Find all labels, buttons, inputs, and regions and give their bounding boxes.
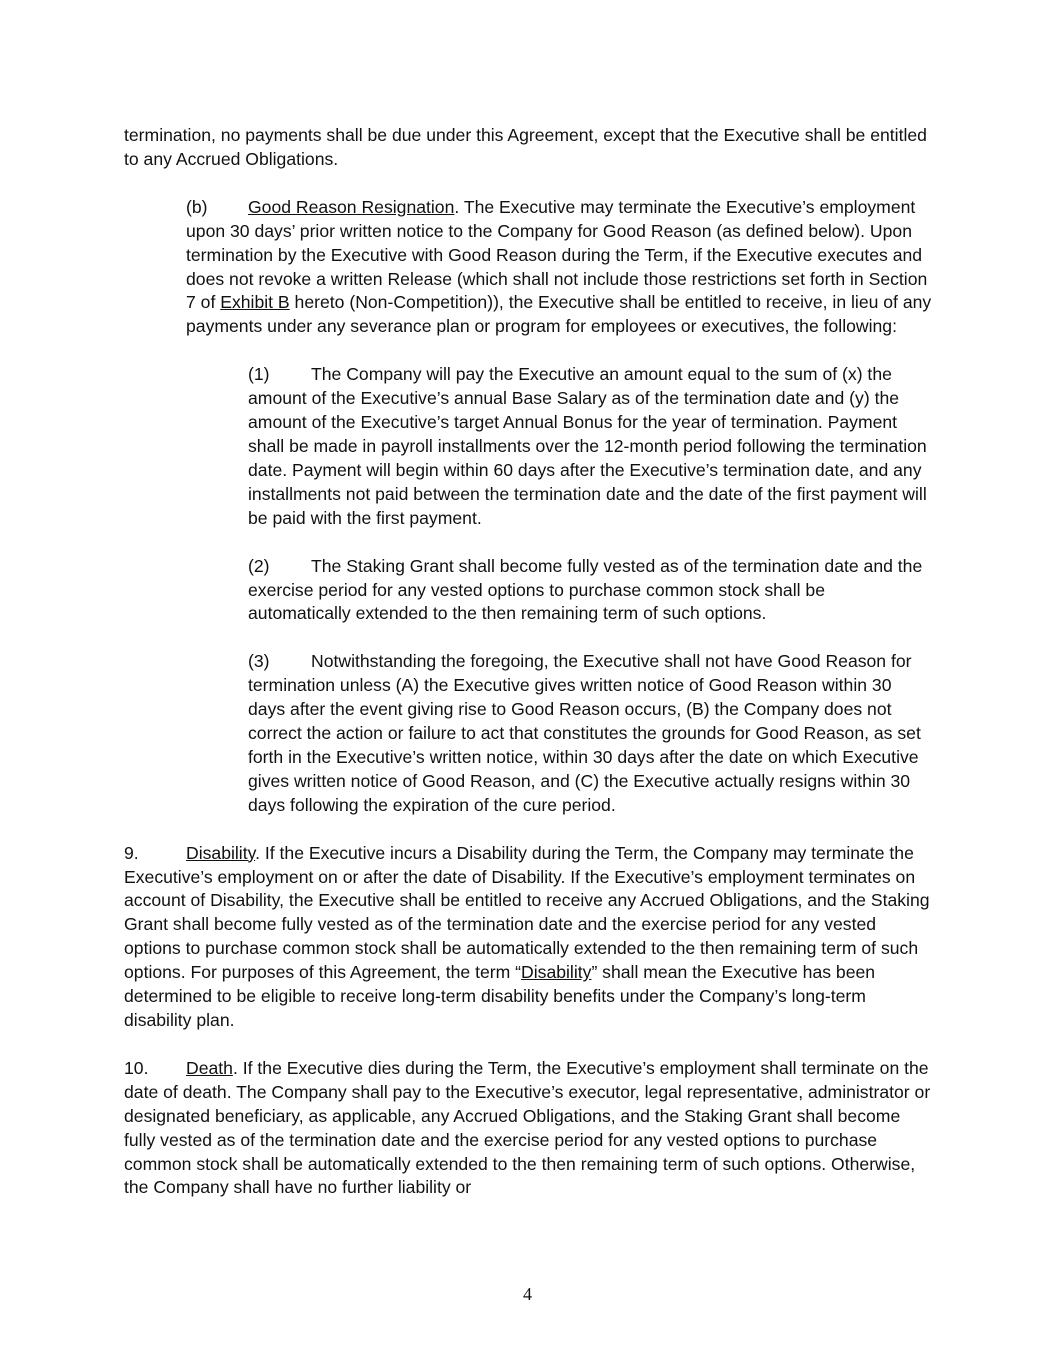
document-page [124, 124, 932, 1200]
section-b1-paragraph [124, 363, 932, 530]
section-10-paragraph [124, 1057, 932, 1200]
section-b-text-2: hereto (Non-Competition)), the Executive shall be entitled to receive, in lieu of any payments under any severance plan or program for employees or executives, the following: [186, 292, 932, 337]
section-b-text-1: . The Executive may terminate the Executive’s employment upon 30 days’ prior written notice to the Company for Good Reason (as defined below). Upon termination by the Executive with Good Reason during the Term, if the Executive executes and does not revoke a written Release (which shall not include those restrictions set forth in Section 7 of [186, 196, 928, 313]
section-b3-text: Notwithstanding the foregoing, the Executive shall not have Good Reason for termination unless (A) the Executive gives written notice of Good Reason within 30 days after the event giving rise to Good Reason occurs, (B) the Company does not correct the action or failure to act that constitutes the grounds for Good Reason, as set forth in the Executive’s written notice, within 30 days after the date on which Executive gives written notice of Good Reason, and (C) the Executive actually resigns within 30 days following the expiration of the cure period. [248, 651, 921, 815]
section-9-paragraph [124, 842, 932, 1033]
section-b2-paragraph [124, 555, 932, 627]
section-9-label: 9. [124, 842, 139, 863]
section-b-label: (b) [186, 196, 208, 217]
section-b-paragraph [124, 196, 932, 339]
section-10-label: 10. [124, 1057, 149, 1078]
section-9-text-2: ” shall mean the Executive has been determined to be eligible to receive long-term disability benefits under the Company’s long-term disability plan. [124, 962, 876, 1030]
intro-paragraph [124, 124, 932, 172]
section-b1-label: (1) [248, 364, 270, 385]
section-b3-label: (3) [248, 651, 270, 672]
section-10-heading: Death [186, 1057, 233, 1078]
section-10-text: . If the Executive dies during the Term, the Executive’s employment shall terminate on the date of death. The Company shall pay to the Executive’s executor, legal representative, administrator or designated beneficiary, as applicable, any Accrued Obligations, and the Staking Grant shall become fully vested as of the termination date and the exercise period for any vested options to purchase common stock shall be automatically extended to the then remaining term of such options. Otherwise, the Company shall have no further liability or [124, 1057, 931, 1198]
exhibit-b-reference: Exhibit B [220, 292, 290, 313]
section-b2-label: (2) [248, 555, 270, 576]
section-9-text-1: . If the Executive incurs a Disability during the Term, the Company may terminate the Executive’s employment on or after the date of Disability. If the Executive’s employment terminates on account of Disability, the Executive shall be entitled to receive any Accrued Obligations, and the Staking Grant shall become fully vested as of the termination date and the exercise period for any vested options to purchase common stock shall be automatically extended to the then remaining term of such options. For purposes of this Agreement, the term “ [124, 842, 930, 983]
intro-text: termination, no payments shall be due under this Agreement, except that the Executive shall be entitled to any Accrued Obligations. [124, 125, 927, 169]
disability-term: Disability [521, 962, 592, 983]
section-b1-text: The Company will pay the Executive an amount equal to the sum of (x) the amount of the Executive’s annual Base Salary as of the termination date and (y) the amount of the Executive’s target Annual Bonus for the year of termination. Payment shall be made in payroll installments over the 12-month period following the termination date. Payment will begin within 60 days after the Executive’s termination date, and any installments not paid between the termination date and the date of the first payment will be paid with the first payment. [248, 364, 927, 528]
section-b-heading: Good Reason Resignation [248, 196, 455, 217]
section-b2-text: The Staking Grant shall become fully vested as of the termination date and the exercise period for any vested options to purchase common stock shall be automatically extended to the then remaining term of such options. [248, 555, 923, 624]
section-9-heading: Disability [186, 842, 256, 863]
page-number: 4 [523, 1284, 532, 1304]
section-b3-paragraph [124, 650, 932, 817]
